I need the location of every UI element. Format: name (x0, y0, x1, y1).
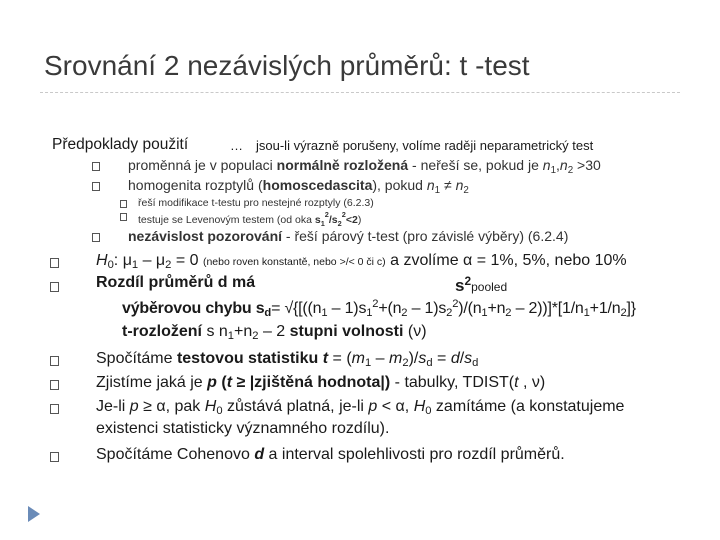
step-find-p: Zjistíme jaká je p (t ≥ |zjištěná hodnota|) - tabulky, TDIST(t , ν) (96, 374, 546, 391)
square-bullet-icon (120, 213, 127, 221)
title-divider (40, 92, 680, 93)
square-bullet-icon (50, 356, 59, 366)
subitem-modification: řeší modifikace t-testu pro nestejné rozptyly (6.2.3) (138, 197, 374, 209)
step-decision-line2: existenci statisticky významného rozdílu). (96, 420, 390, 437)
assumption-independence: nezávislost pozorování - řeší párový t-test (pro závislé výběry) (6.2.4) (128, 228, 569, 244)
s2pooled-label: $s^2pooled$ (455, 274, 508, 295)
square-bullet-icon (120, 200, 127, 208)
slide-title: Srovnání 2 nezávislých průměrů: t -test (44, 50, 530, 81)
step-cohen: Spočítáme Cohenovo d a interval spolehlivosti pro rozdíl průměrů. (96, 446, 565, 463)
square-bullet-icon (50, 404, 59, 414)
square-bullet-icon (50, 380, 59, 390)
assumptions-ellipsis: … (230, 138, 243, 153)
step-diff: Rozdíl průměrů d má (96, 274, 256, 291)
square-bullet-icon (50, 258, 59, 268)
square-bullet-icon (92, 233, 100, 242)
square-bullet-icon (50, 452, 59, 462)
step-compute-t: Spočítáme testovou statistiku $t = (m_1 - m_2)/s_d = d/s_d$ (96, 350, 479, 369)
assumption-normality: proměnná je v populaci normálně rozložená - neřeší se, pokud je $n_1,n_2 >30$ (128, 157, 601, 176)
step-t-distribution: t-rozložení s $n_1+n_2 - 2$ stupni volnosti (ν) (122, 323, 427, 342)
assumptions-note: jsou-li výrazně porušeny, volíme raději neparametrický test (256, 138, 594, 153)
square-bullet-icon (92, 162, 100, 171)
assumptions-heading: Předpoklady použití (52, 136, 189, 153)
step-standard-error: výběrovou chybu $s_d= √\{[((n_1 - 1)s_1^2+(n_2 - 1)s_2^2)/(n_1+n_2 - 2))]*[1/n_1+1/n_2]$} (122, 298, 636, 319)
step-decision-line1: Je-li p ≥ α, pak $H_0$ zůstává platná, je-li p < α, $H_0$ zamítáme (a konstatujeme (96, 398, 625, 417)
square-bullet-icon (50, 282, 59, 292)
square-bullet-icon (92, 182, 100, 191)
next-slide-arrow-icon[interactable] (28, 506, 40, 522)
subitem-levene: testuje se Levenovým testem (od oka $s_1^2/s_2^2<2$) (138, 210, 362, 228)
assumption-homogeneity: homogenita rozptylů (homoscedascita), pokud $n_1 \ne n_2$ (128, 177, 469, 196)
step-h0: $H_0$: $\mu_1 - \mu_2 = 0$ (nebo roven konstantě, nebo >/< 0 či c) a zvolíme α = 1%, 5%, nebo 10% (96, 252, 627, 271)
